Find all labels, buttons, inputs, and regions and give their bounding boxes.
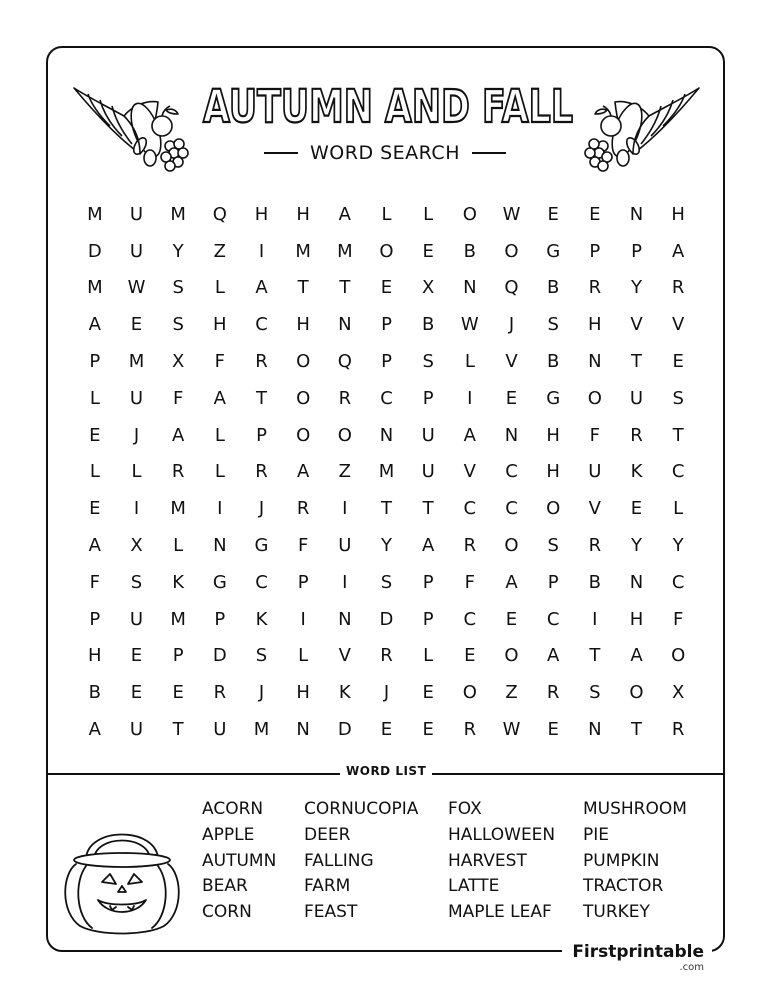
- grid-letter: E: [630, 498, 643, 520]
- grid-letter: M: [170, 608, 186, 630]
- grid-letter: Y: [172, 240, 184, 262]
- grid-letter: T: [630, 351, 642, 373]
- grid-letter: T: [672, 424, 684, 446]
- grid-letter: P: [422, 387, 434, 409]
- grid-letter: P: [89, 608, 101, 630]
- grid-letter: V: [630, 314, 643, 336]
- grid-letter: H: [671, 203, 685, 225]
- grid-letter: H: [296, 682, 310, 704]
- grid-letter: A: [255, 277, 268, 299]
- cornucopia-icon: [66, 76, 191, 176]
- word-list-item: PUMPKIN: [583, 850, 660, 871]
- grid-letter: O: [379, 240, 394, 262]
- grid-letter: N: [379, 424, 394, 446]
- grid-letter: A: [505, 571, 518, 593]
- grid-letter: T: [380, 498, 392, 520]
- word-list-item: TRACTOR: [583, 876, 664, 897]
- grid-letter: R: [338, 387, 352, 409]
- grid-letter: L: [173, 535, 184, 557]
- grid-letter: R: [546, 682, 560, 704]
- grid-letter: K: [338, 682, 351, 704]
- grid-letter: K: [255, 608, 268, 630]
- grid-letter: P: [297, 571, 309, 593]
- grid-letter: E: [589, 203, 601, 225]
- grid-letter: U: [129, 608, 144, 630]
- grid-letter: H: [296, 314, 310, 336]
- grid-letter: M: [295, 240, 311, 262]
- grid-letter: E: [422, 240, 434, 262]
- brand-name: Firstprintable: [572, 942, 704, 962]
- grid-letter: I: [300, 608, 306, 630]
- grid-letter: A: [630, 645, 643, 667]
- grid-letter: A: [338, 203, 351, 225]
- subtitle-dash-right: [472, 152, 506, 154]
- grid-letter: T: [630, 719, 642, 741]
- grid-letter: A: [547, 645, 560, 667]
- grid-letter: C: [255, 571, 268, 593]
- grid-letter: N: [629, 571, 644, 593]
- grid-letter: S: [547, 314, 559, 336]
- grid-letter: H: [546, 461, 560, 483]
- grid-letter: M: [170, 498, 186, 520]
- grid-letter: Q: [212, 203, 227, 225]
- grid-letter: B: [588, 571, 601, 593]
- grid-letter: N: [338, 314, 352, 336]
- grid-letter: L: [298, 645, 309, 667]
- grid-letter: O: [546, 498, 561, 520]
- grid-letter: F: [214, 351, 225, 373]
- grid-letter: R: [630, 424, 643, 446]
- grid-letter: M: [87, 277, 103, 299]
- grid-letter: E: [130, 645, 143, 667]
- subtitle-row: [250, 138, 520, 168]
- grid-letter: A: [88, 535, 101, 557]
- grid-letter: V: [463, 461, 476, 483]
- page-subtitle: WORD SEARCH: [310, 142, 460, 164]
- grid-letter: H: [296, 203, 310, 225]
- grid-letter: X: [171, 351, 185, 373]
- word-list-item: ACORN: [202, 799, 264, 819]
- grid-letter: R: [463, 719, 477, 741]
- grid-letter: S: [380, 571, 393, 593]
- word-list-item: MUSHROOM: [583, 799, 687, 819]
- word-column-2: [304, 799, 418, 924]
- grid-letter: P: [631, 240, 642, 262]
- grid-letter: E: [422, 719, 434, 741]
- grid-letter: O: [462, 203, 477, 225]
- grid-letter: L: [89, 461, 100, 483]
- grid-letter: Q: [337, 351, 352, 373]
- word-list-item: FOX: [448, 799, 482, 819]
- grid-letter: X: [130, 535, 143, 557]
- grid-letter: F: [672, 608, 684, 630]
- grid-letter: I: [342, 571, 348, 593]
- grid-letter: P: [381, 314, 392, 336]
- grid-letter: P: [172, 645, 184, 667]
- grid-letter: L: [89, 387, 100, 409]
- grid-letter: W: [127, 277, 146, 299]
- grid-letter: F: [297, 535, 309, 557]
- grid-letter: M: [170, 203, 186, 225]
- grid-letter: M: [87, 203, 103, 225]
- grid-letter: I: [217, 498, 223, 520]
- word-column-4: [583, 799, 687, 924]
- pumpkin-basket-icon: [58, 812, 186, 936]
- grid-letter: O: [296, 424, 311, 446]
- grid-letter: R: [255, 351, 268, 373]
- grid-letter: Z: [213, 240, 226, 262]
- grid-letter: A: [672, 240, 685, 262]
- word-list-item: FALLING: [304, 850, 374, 871]
- grid-letter: J: [383, 682, 390, 704]
- grid-letter: V: [588, 498, 601, 520]
- word-list-item: CORNUCOPIA: [304, 799, 419, 819]
- word-list-label: WORD LIST: [340, 764, 432, 778]
- grid-letter: N: [463, 277, 477, 299]
- grid-letter: H: [213, 314, 227, 336]
- word-list-item: AUTUMN: [202, 850, 277, 871]
- grid-letter: A: [297, 461, 310, 483]
- grid-letter: T: [589, 645, 601, 667]
- grid-letter: E: [505, 608, 518, 630]
- grid-letter: N: [629, 203, 644, 225]
- grid-letter: S: [589, 682, 601, 704]
- grid-letter: K: [630, 461, 643, 483]
- grid-letter: R: [171, 461, 185, 483]
- grid-letter: M: [378, 461, 395, 483]
- grid-letter: O: [504, 645, 519, 667]
- grid-letter: U: [129, 203, 144, 225]
- word-list-item: FEAST: [304, 902, 358, 923]
- grid-letter: E: [672, 351, 684, 373]
- grid-letter: B: [546, 351, 560, 373]
- word-list-item: CORN: [202, 902, 252, 923]
- grid-letter: P: [256, 424, 267, 446]
- grid-letter: M: [128, 351, 145, 373]
- grid-letter: E: [89, 424, 101, 446]
- grid-letter: C: [505, 461, 518, 483]
- grid-letter: E: [130, 682, 143, 704]
- grid-letter: Q: [504, 277, 519, 299]
- grid-letter: R: [588, 277, 602, 299]
- grid-letter: W: [460, 314, 479, 336]
- grid-letter: H: [546, 424, 560, 446]
- grid-letter: D: [87, 240, 102, 262]
- grid-letter: C: [505, 498, 518, 520]
- grid-letter: A: [172, 424, 185, 446]
- grid-letter: R: [671, 277, 685, 299]
- grid-letter: Z: [505, 682, 518, 704]
- grid-letter: L: [423, 645, 434, 667]
- grid-letter: M: [337, 240, 353, 262]
- grid-letter: A: [422, 535, 435, 557]
- grid-letter: R: [588, 535, 602, 557]
- grid-letter: O: [504, 240, 519, 262]
- grid-letter: Y: [630, 277, 642, 299]
- grid-letter: C: [671, 571, 685, 593]
- grid-letter: P: [422, 571, 434, 593]
- grid-letter: P: [89, 351, 101, 373]
- grid-letter: V: [338, 645, 351, 667]
- grid-letter: D: [337, 719, 352, 741]
- grid-letter: L: [214, 277, 225, 299]
- grid-letter: N: [296, 719, 310, 741]
- grid-letter: E: [464, 645, 476, 667]
- grid-letter: V: [505, 351, 518, 373]
- grid-letter: B: [421, 314, 435, 336]
- grid-letter: W: [502, 203, 521, 225]
- grid-letter: T: [255, 387, 267, 409]
- grid-letter: S: [547, 535, 559, 557]
- word-list-item: LATTE: [448, 876, 500, 897]
- grid-letter: U: [629, 387, 644, 409]
- grid-letter: X: [671, 682, 685, 704]
- grid-letter: A: [463, 424, 476, 446]
- grid-letter: E: [547, 203, 559, 225]
- letter-grid: [74, 196, 699, 748]
- grid-letter: P: [589, 240, 601, 262]
- word-list-item: TURKEY: [583, 902, 650, 923]
- brand-logo: [562, 940, 712, 980]
- grid-letter: H: [88, 645, 102, 667]
- grid-letter: A: [88, 719, 101, 741]
- grid-letter: J: [258, 682, 265, 704]
- grid-letter: I: [342, 498, 348, 520]
- grid-letter: N: [504, 424, 519, 446]
- grid-letter: N: [588, 351, 602, 373]
- grid-letter: U: [213, 719, 227, 741]
- grid-letter: G: [254, 535, 269, 557]
- grid-letter: Y: [380, 535, 392, 557]
- grid-letter: Y: [672, 535, 684, 557]
- grid-letter: S: [672, 387, 684, 409]
- grid-letter: E: [422, 682, 434, 704]
- grid-letter: F: [89, 571, 100, 593]
- cornucopia-icon: [582, 76, 707, 176]
- grid-letter: G: [546, 387, 561, 409]
- grid-letter: O: [296, 351, 311, 373]
- grid-letter: G: [212, 571, 227, 593]
- word-column-3: [448, 799, 555, 924]
- grid-letter: E: [505, 387, 518, 409]
- grid-letter: T: [339, 277, 351, 299]
- grid-letter: X: [421, 277, 435, 299]
- word-list-item: PIE: [583, 824, 610, 845]
- grid-letter: L: [131, 461, 142, 483]
- grid-letter: B: [546, 277, 560, 299]
- grid-letter: L: [423, 203, 434, 225]
- grid-letter: L: [214, 461, 225, 483]
- grid-letter: P: [214, 608, 226, 630]
- grid-letter: E: [130, 314, 143, 336]
- grid-letter: P: [381, 351, 392, 373]
- grid-letter: O: [462, 682, 477, 704]
- word-list-item: HALLOWEEN: [448, 824, 556, 845]
- grid-letter: C: [463, 498, 477, 520]
- grid-letter: U: [421, 424, 435, 446]
- grid-letter: E: [380, 277, 393, 299]
- grid-letter: K: [172, 571, 185, 593]
- grid-letter: A: [213, 387, 226, 409]
- grid-letter: R: [296, 498, 310, 520]
- grid-letter: C: [380, 387, 393, 409]
- grid-letter: T: [422, 498, 434, 520]
- grid-letter: L: [464, 351, 475, 373]
- grid-letter: N: [213, 535, 227, 557]
- grid-letter: L: [381, 203, 392, 225]
- grid-letter: L: [214, 424, 225, 446]
- grid-letter: R: [671, 719, 685, 741]
- grid-letter: F: [172, 387, 184, 409]
- grid-letter: C: [546, 608, 560, 630]
- grid-letter: T: [172, 719, 184, 741]
- grid-letter: C: [463, 608, 477, 630]
- grid-letter: N: [338, 608, 352, 630]
- grid-letter: O: [629, 682, 644, 704]
- grid-letter: D: [379, 608, 394, 630]
- grid-letter: I: [133, 498, 140, 520]
- grid-letter: O: [671, 645, 686, 667]
- grid-letter: U: [338, 535, 352, 557]
- grid-letter: E: [547, 719, 559, 741]
- grid-letter: T: [297, 277, 309, 299]
- word-list-item: HARVEST: [448, 850, 527, 871]
- grid-letter: O: [587, 387, 602, 409]
- grid-letter: R: [463, 535, 477, 557]
- subtitle-dash-left: [264, 152, 298, 154]
- grid-letter: R: [380, 645, 393, 667]
- grid-letter: C: [671, 461, 685, 483]
- brand-domain: .com: [679, 962, 704, 973]
- grid-letter: Z: [338, 461, 351, 483]
- grid-letter: J: [508, 314, 515, 336]
- grid-letter: I: [592, 608, 598, 630]
- grid-letter: H: [629, 608, 644, 630]
- grid-letter: S: [130, 571, 143, 593]
- grid-letter: P: [422, 608, 434, 630]
- word-list-item: FARM: [304, 876, 351, 897]
- word-list-item: DEER: [304, 824, 351, 845]
- grid-letter: U: [588, 461, 602, 483]
- grid-letter: E: [380, 719, 393, 741]
- grid-letter: J: [133, 424, 140, 446]
- grid-letter: I: [258, 240, 265, 262]
- grid-letter: S: [422, 351, 434, 373]
- grid-letter: E: [172, 682, 184, 704]
- grid-letter: N: [588, 719, 602, 741]
- grid-letter: S: [255, 645, 268, 667]
- grid-letter: F: [589, 424, 600, 446]
- grid-letter: H: [588, 314, 602, 336]
- grid-letter: R: [255, 461, 268, 483]
- grid-letter: B: [463, 240, 476, 262]
- grid-letter: O: [337, 424, 352, 446]
- grid-letter: U: [421, 461, 435, 483]
- grid-letter: L: [673, 498, 684, 520]
- grid-letter: O: [296, 387, 311, 409]
- grid-letter: D: [212, 645, 227, 667]
- grid-letter: R: [213, 682, 227, 704]
- word-column-1: [202, 799, 276, 924]
- grid-letter: I: [467, 387, 473, 409]
- grid-letter: S: [172, 314, 184, 336]
- grid-letter: U: [129, 719, 144, 741]
- grid-letter: U: [129, 240, 144, 262]
- grid-letter: F: [464, 571, 475, 593]
- grid-letter: J: [258, 498, 265, 520]
- grid-letter: W: [502, 719, 521, 741]
- page-title: AUTUMN AND FALL: [203, 80, 573, 133]
- word-list-item: BEAR: [202, 876, 248, 897]
- grid-letter: V: [672, 314, 685, 336]
- word-list-item: APPLE: [202, 824, 255, 845]
- grid-letter: P: [547, 571, 559, 593]
- grid-letter: M: [253, 719, 270, 741]
- word-list-item: MAPLE LEAF: [448, 902, 552, 923]
- grid-letter: H: [254, 203, 269, 225]
- grid-letter: Y: [630, 535, 642, 557]
- grid-letter: O: [504, 535, 519, 557]
- grid-letter: C: [255, 314, 268, 336]
- grid-letter: U: [129, 387, 144, 409]
- grid-letter: E: [89, 498, 101, 520]
- grid-letter: B: [88, 682, 101, 704]
- grid-letter: A: [88, 314, 101, 336]
- grid-letter: G: [546, 240, 561, 262]
- grid-letter: S: [172, 277, 184, 299]
